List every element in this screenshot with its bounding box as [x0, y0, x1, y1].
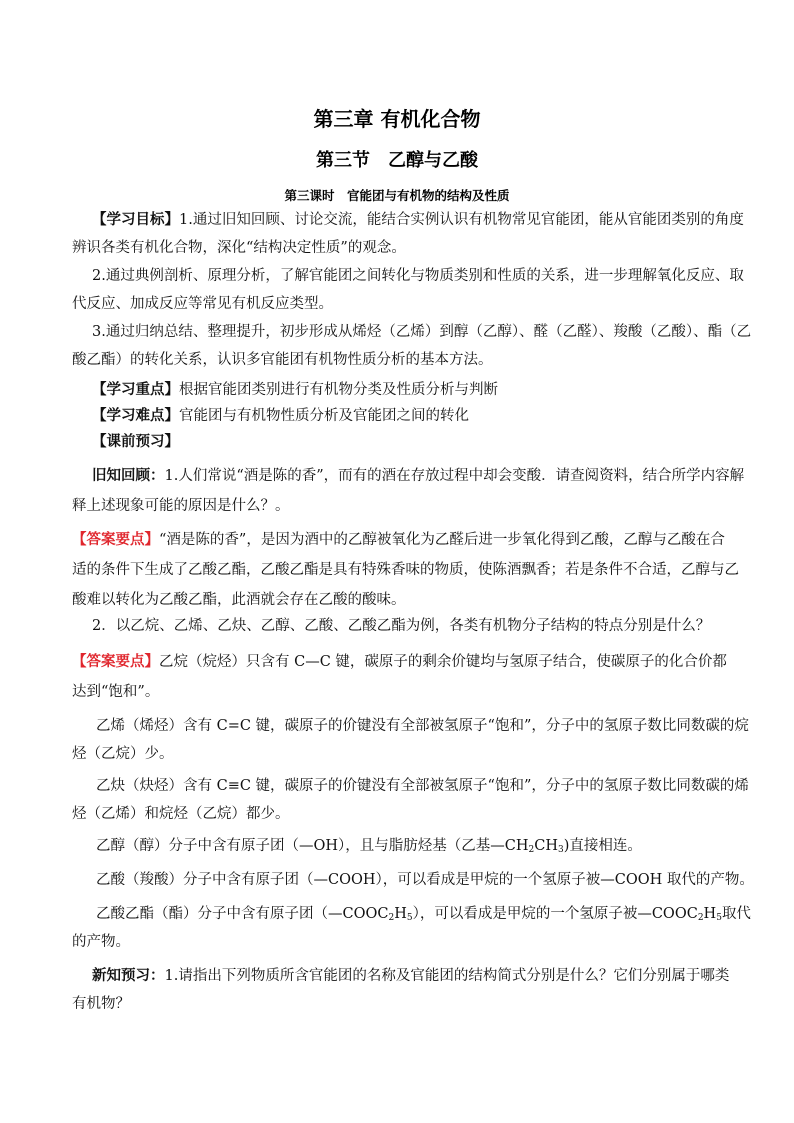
ester-text-b: H — [394, 906, 407, 922]
ester-text-d: H — [703, 906, 717, 922]
ester-sub-2: 5 — [406, 913, 413, 923]
ethanol-text-a: 乙醇（醇）分子中含有原子团（—OH），且与脂肪烃基（乙基—CH — [96, 838, 529, 854]
review-q1-cont: 释上述现象可能的原因是什么？。 — [72, 498, 290, 514]
ethyne-text: 乙炔（炔烃）含有 C≡C 键，碳原子的价键没有全部被氢原子“饱和”，分子中的氢原子数比同数碳的烯 — [96, 778, 749, 794]
objective-1-cont: 辨识各类有机化合物，深化“结构决定性质”的观念。 — [72, 240, 406, 256]
lesson-title: 第三课时 官能团与有机物的结构及性质 — [284, 188, 510, 203]
objective-2-text: 2.通过典例剖析、原理分析，了解官能团之间转化与物质类别和性质的关系，进一步理解氧化反应、取 — [92, 268, 744, 284]
ester-text-e: 取代 — [721, 906, 751, 922]
review-q1-text: 1.人们常说“酒是陈的香”，而有的酒在存放过程中却会变酸．请查阅资料，结合所学内容解 — [164, 468, 745, 484]
chapter-title: 第三章 有机化合物 — [313, 107, 481, 131]
answer-1-cont-2: 酸难以转化为乙酸乙酯，此酒就会存在乙酸的酸味。 — [72, 592, 406, 608]
preview-label: 【课前预习】 — [92, 434, 179, 450]
ethanol-text-c: )直接相连。 — [563, 838, 642, 854]
objective-2-cont: 代反应、加成反应等常见有机反应类型。 — [72, 296, 333, 312]
answer-1-label: 【答案要点】 — [72, 532, 159, 548]
key-points — [92, 380, 498, 400]
objectives-line-1 — [92, 210, 744, 230]
ester-text-a: 乙酸乙酯（酯）分子中含有原子团（—COOC — [96, 906, 389, 922]
ethanol-sub-2: 3 — [558, 845, 564, 855]
answer-2-label: 【答案要点】 — [72, 654, 159, 670]
objectives-label: 【学习目标】 — [92, 212, 179, 228]
answer-2-cont: 达到“饱和”。 — [72, 684, 160, 700]
answer-2 — [72, 652, 727, 672]
objective-3-text: 3.通过归纳总结、整理提升，初步形成从烯烃（乙烯）到醇（乙醇）、醛（乙醛）、羧酸（乙酸）、酯（乙 — [92, 324, 752, 340]
ester-sub-1: 2 — [388, 913, 395, 923]
answer-1-text: “酒是陈的香”，是因为酒中的乙醇被氧化为乙醛后进一步氧化得到乙酸，乙醇与乙酸在合 — [159, 532, 725, 548]
difficulties-label: 【学习难点】 — [92, 408, 179, 424]
new-preview-text: 1.请指出下列物质所含官能团的名称及官能团的结构简式分别是什么？它们分别属于哪类 — [164, 968, 730, 984]
ester-text-c: ），可以看成是甲烷的一个氢原子被—COOC — [412, 906, 698, 922]
ethyne-cont: 烃（乙烯）和烷烃（乙烷）都少。 — [72, 806, 290, 822]
new-preview-label: 新知预习： — [92, 968, 165, 984]
ethanol-sub-1: 2 — [528, 845, 535, 855]
ethene-text: 乙烯（烯烃）含有 C=C 键，碳原子的价键没有全部被氢原子“饱和”，分子中的氢原子数比同数碳的烷 — [96, 718, 749, 734]
difficulties — [92, 406, 469, 426]
ester-text — [96, 904, 751, 924]
new-preview-cont: 有机物？ — [72, 996, 130, 1012]
objective-3-cont: 酸乙酯）的转化关系，认识多官能团有机物性质分析的基本方法。 — [72, 352, 493, 368]
ester-sub-3: 2 — [697, 913, 704, 923]
difficulties-text: 官能团与有机物性质分析及官能团之间的转化 — [179, 408, 469, 424]
key-points-label: 【学习重点】 — [92, 382, 179, 398]
review-q1 — [92, 466, 744, 486]
answer-1 — [72, 530, 725, 550]
ester-sub-4: 5 — [716, 913, 722, 923]
review-label: 旧知回顾： — [92, 468, 165, 484]
answer-2-text: 乙烷（烷烃）只含有 C—C 键，碳原子的剩余价键均与氢原子结合，使碳原子的化合价都 — [159, 654, 727, 670]
ethanol-text-b: CH — [534, 838, 559, 854]
ethanol-text — [96, 836, 642, 856]
ethene-cont: 烃（乙烷）少。 — [72, 746, 174, 762]
review-q2: 2．以乙烷、乙烯、乙炔、乙醇、乙酸、乙酸乙酯为例，各类有机物分子结构的特点分别是什么？ — [92, 618, 711, 634]
new-preview — [92, 966, 729, 986]
acetic-text: 乙酸（羧酸）分子中含有原子团（—COOH），可以看成是甲烷的一个氢原子被—COOH 取代的产物。 — [96, 872, 754, 888]
ester-cont: 的产物。 — [72, 934, 130, 950]
section-title: 第三节 乙醇与乙酸 — [316, 150, 478, 171]
key-points-text: 根据官能团类别进行有机物分类及性质分析与判断 — [179, 382, 498, 398]
answer-1-cont-1: 适的条件下生成了乙酸乙酯，乙酸乙酯是具有特殊香味的物质，使陈酒飘香；若是条件不合适，乙醇与乙 — [72, 562, 739, 578]
objective-1-text: 1.通过旧知回顾、讨论交流，能结合实例认识有机物常见官能团，能从官能团类别的角度 — [179, 212, 744, 228]
